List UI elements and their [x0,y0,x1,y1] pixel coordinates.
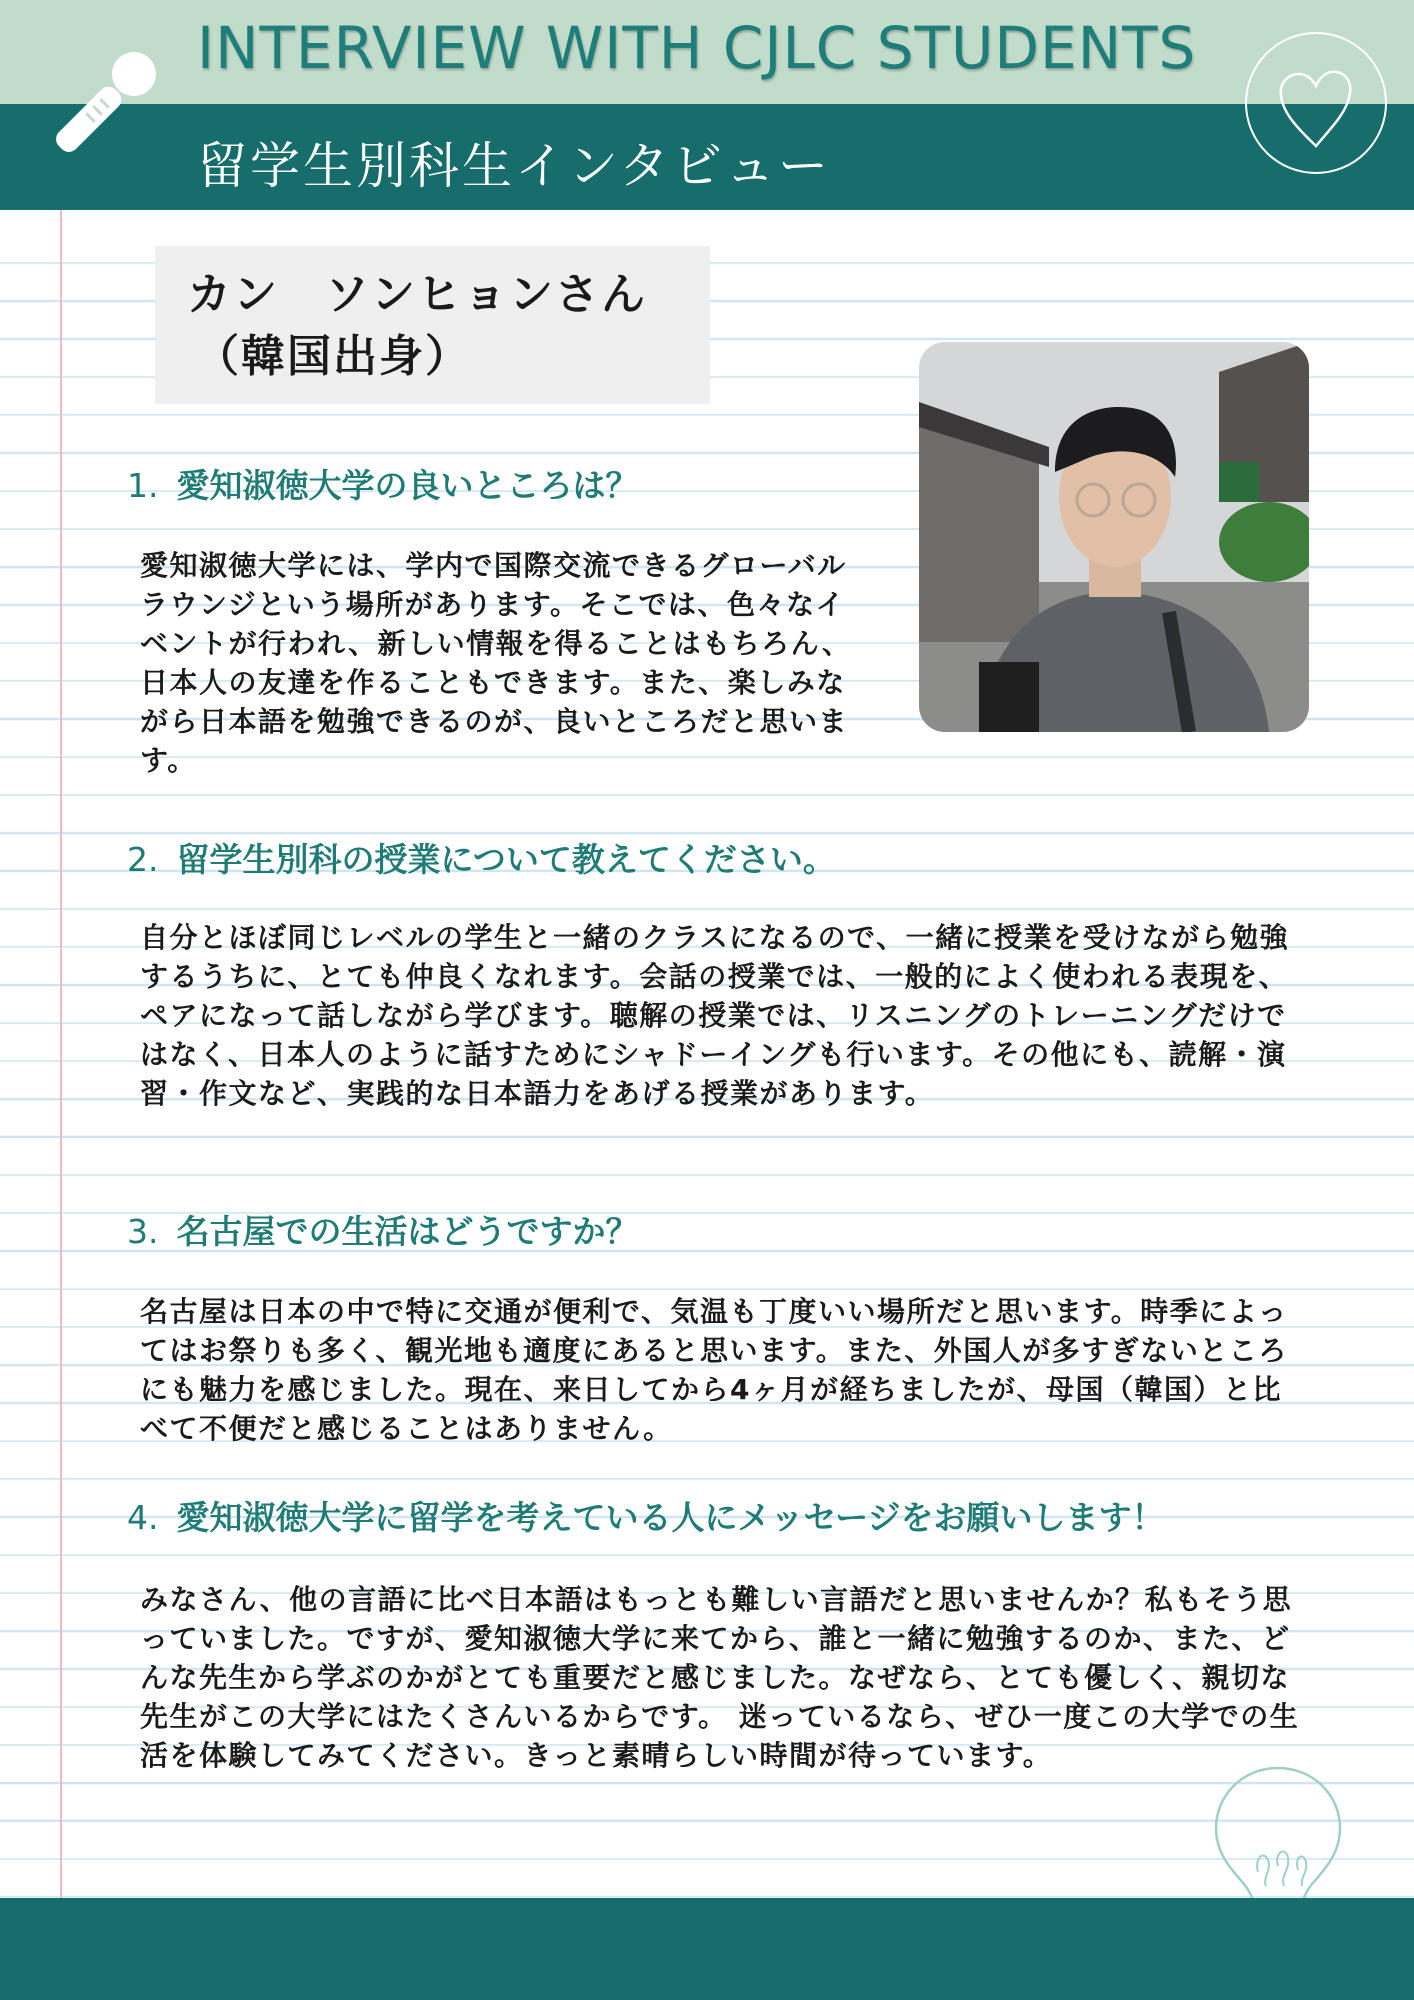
question-text: 愛知淑徳大学の良いところは？ [176,466,639,505]
question-number: 3. [127,1212,159,1251]
profile-name-card [155,246,710,404]
question-heading [127,460,639,507]
question-heading [127,834,836,881]
student-origin: （韓国出身） [195,331,471,382]
question-heading [127,1206,639,1253]
microphone-icon [30,38,170,178]
notebook-margin-line [60,210,62,1900]
heart-icon [1243,30,1389,176]
page-title-japanese: 留学生別科生インタビュー [197,137,831,195]
question-text: 愛知淑徳大学に留学を考えている人にメッセージをお願いします！ [176,1498,1165,1537]
question-number: 1. [127,466,159,505]
answer-paragraph: みなさん、他の言語に比べ日本語はもっとも難しい言語だと思いませんか？私もそう思っていました。ですが、愛知淑徳大学に来てから、誰と一緒に勉強するのか、また、どんな先生から学ぶのかがとても重要だと感じました。なぜなら、とても優しく、親切な先生がこの大学にはたくさんいるからです。 迷っているなら、ぜひ一度この大学での生活を体験してみてください。きっと素晴らしい時間が待っています。 [140,1583,1300,1772]
question-number: 2. [127,840,159,879]
student-name: カン ソンヒョンさん [187,269,647,320]
footer-bar [0,1898,1414,2000]
answer-paragraph: 愛知淑徳大学には、学内で国際交流できるグローバルラウンジという場所があります。そこでは、色々なイベントが行われ、新しい情報を得ることはもちろん、日本人の友達を作ることもできます。また、楽しみながら日本語を勉強できるのが、良いところだと思います。 [140,549,852,777]
page-title-english: INTERVIEW WITH CJLC STUDENTS [197,14,1197,82]
question-text: 名古屋での生活はどうですか？ [176,1212,639,1251]
answer-paragraph: 名古屋は日本の中で特に交通が便利で、気温も丁度いい場所だと思います。時季によってはお祭りも多く、観光地も適度にあると思います。また、外国人が多すぎないところにも魅力を感じました。現在、来日してから4ヶ月が経ちましたが、母国（韓国）と比べて不便だと感じることはありません。 [140,1295,1288,1445]
student-portrait-photo [919,342,1309,732]
question-number: 4. [127,1498,159,1537]
question-heading [127,1492,1165,1539]
question-text: 留学生別科の授業について教えてください。 [176,840,836,879]
answer-paragraph: 自分とほぼ同じレベルの学生と一緒のクラスになるので、一緒に授業を受けながら勉強するうちに、とても仲良くなれます。会話の授業では、一般的によく使われる表現を、ペアになって話しながら学びます。聴解の授業では、リスニングのトレーニングだけではなく、日本人のように話すためにシャドーイングも行います。その他にも、読解・演習・作文など、実践的な日本語力をあげる授業があります。 [140,921,1290,1110]
